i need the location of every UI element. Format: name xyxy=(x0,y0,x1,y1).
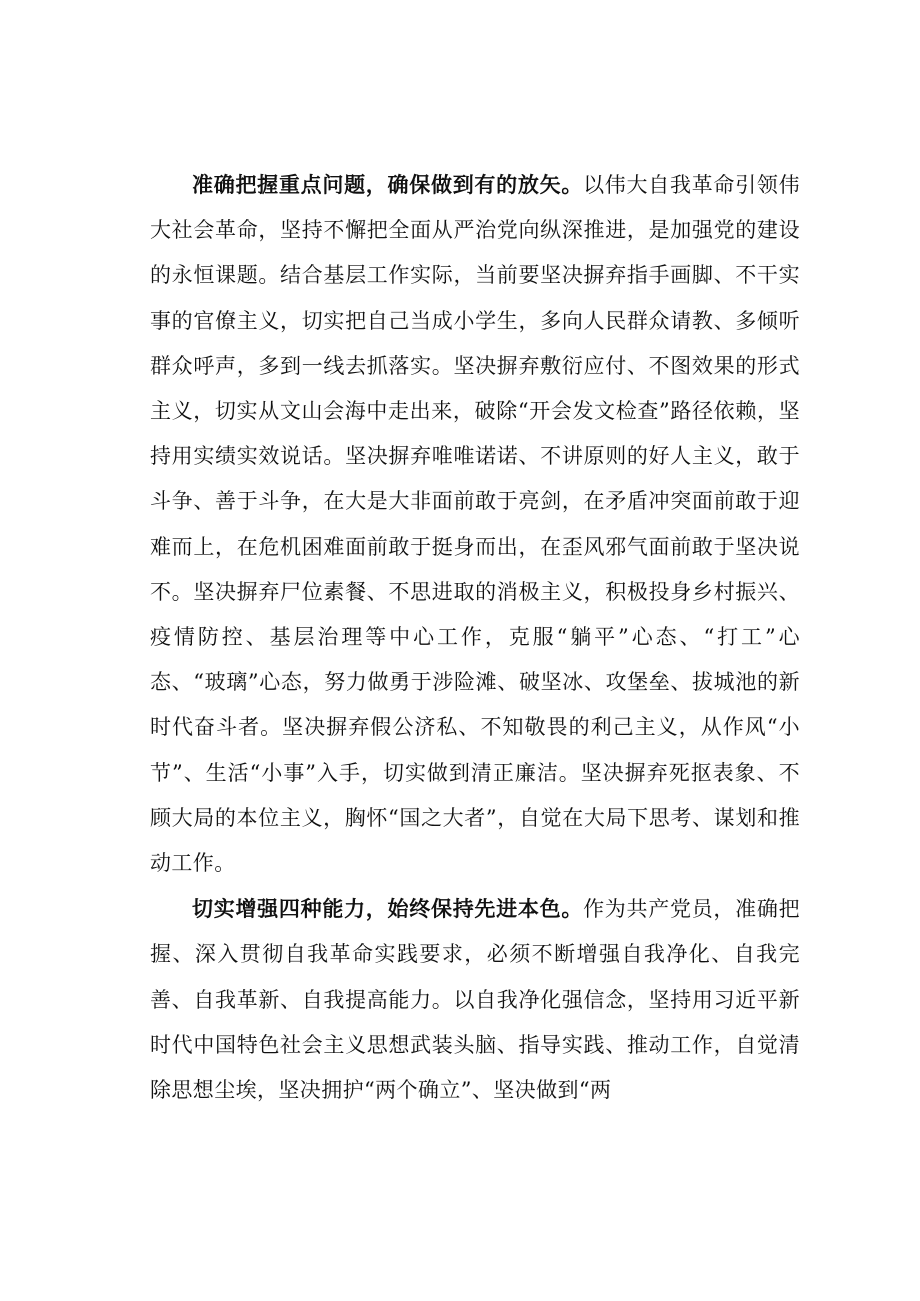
paragraph-2-lead-heading: 切实增强四种能力，始终保持先进本色。 xyxy=(192,896,584,922)
paragraph-1 xyxy=(150,162,800,886)
paragraph-1-text: 以伟大自我革命引领伟大社会革命，坚持不懈把全面从严治党向纵深推进，是加强党的建设的永恒课题。结合基层工作实际，当前要坚决摒弃指手画脚、不干实事的官僚主义，切实把自己当成小学生，多向人民群众请教、多倾听群众呼声，多到一线去抓落实。坚决摒弃敷衍应付、不图效果的形式主义，切实从文山会海中走出来，破除“开会发文检查”路径依赖，坚持用实绩实效说话。坚决摒弃唯唯诺诺、不讲原则的好人主义，敢于斗争、善于斗争，在大是大非面前敢于亮剑，在矛盾冲突面前敢于迎难而上，在危机困难面前敢于挺身而出，在歪风邪气面前敢于坚决说不。坚决摒弃尸位素餐、不思进取的消极主义，积极投身乡村振兴、疫情防控、基层治理等中心工作，克服“躺平”心态、“打工”心态、“玻璃”心态，努力做勇于涉险滩、破坚冰、攻堡垒、拔城池的新时代奋斗者。坚决摒弃假公济私、不知敬畏的利己主义，从作风“小节”、生活“小事”入手，切实做到清正廉洁。坚决摒弃死抠表象、不顾大局的本位主义，胸怀“国之大者”，自觉在大局下思考、谋划和推动工作。 xyxy=(150,173,801,876)
paragraph-2-text: 作为共产党员，准确把握、深入贯彻自我革命实践要求，必须不断增强自我净化、自我完善、自我革新、自我提高能力。以自我净化强信念，坚持用习近平新时代中国特色社会主义思想武装头脑、指导实践、推动工作，自觉清除思想尘埃，坚决拥护“两个确立”、坚决做到“两 xyxy=(150,897,801,1103)
paragraph-2 xyxy=(150,886,800,1113)
paragraph-1-lead-heading: 准确把握重点问题，确保做到有的放矢。 xyxy=(192,172,584,197)
document-body xyxy=(150,162,800,1113)
